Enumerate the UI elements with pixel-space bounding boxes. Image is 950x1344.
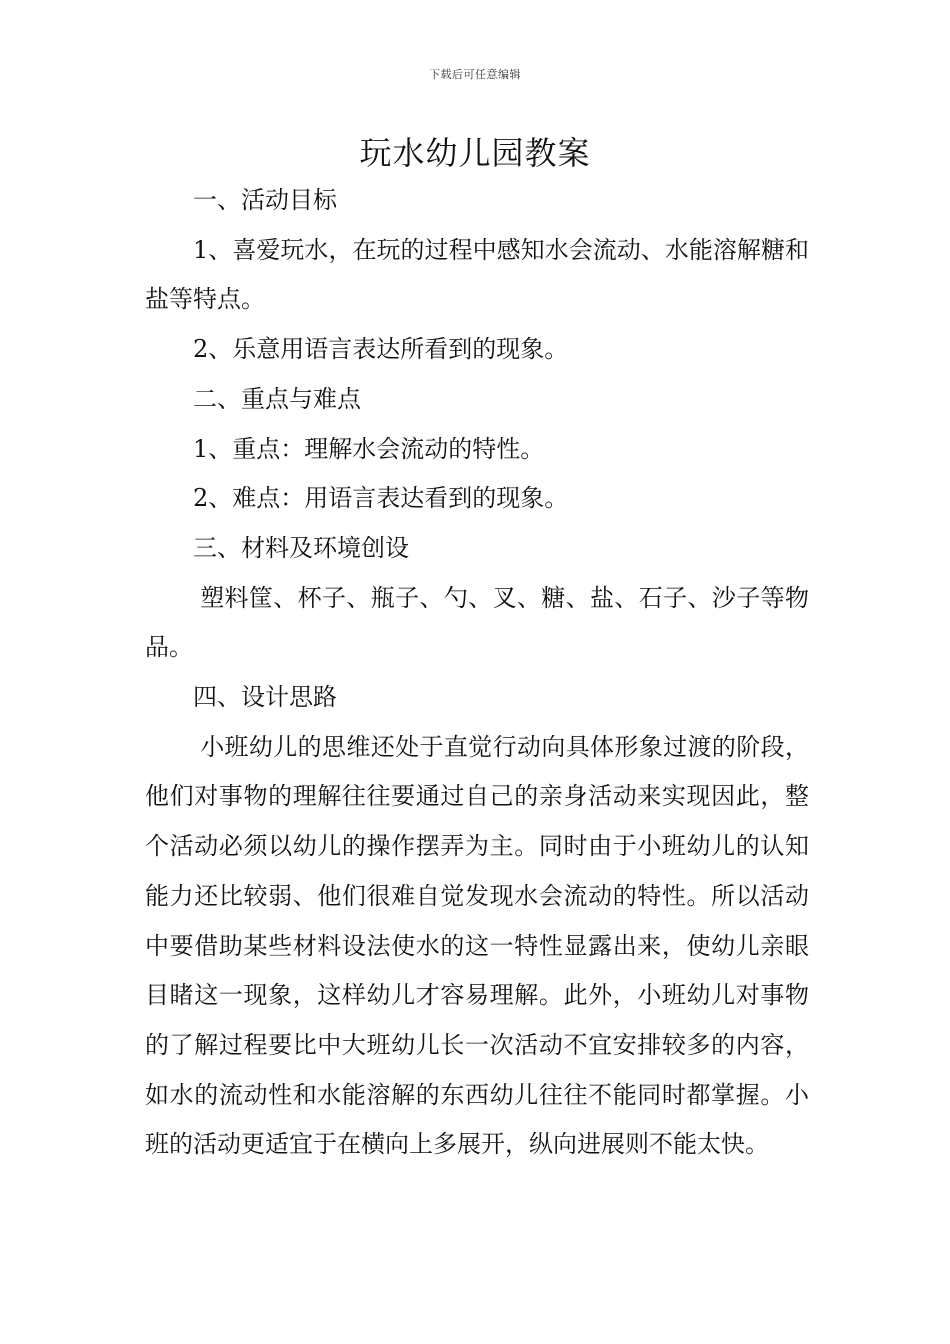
key-point-item-1: 1、重点：理解水会流动的特性。 <box>193 434 545 463</box>
section-heading-key-points: 二、重点与难点 <box>193 384 361 413</box>
section-heading-materials: 三、材料及环境创设 <box>193 533 409 562</box>
objective-item-1: 1、喜爱玩水，在玩的过程中感知水会流动、水能溶解糖和盐等特点。 <box>145 235 809 314</box>
design-paragraph: 小班幼儿的思维还处于直觉行动向具体形象过渡的阶段，他们对事物的理解往往要通过自己的亲身活动来实现因此，整个活动必须以幼儿的操作摆弄为主。同时由于小班幼儿的认知能力还比较弱、他们很难自觉发现水会流动的特性。所以活动中要借助某些材料设法使水的这一特性显露出来，使幼儿亲眼目睹这一现象，这样幼儿才容易理解。此外，小班幼儿对事物的了解过程要比中大班幼儿长一次活动不宜安排较多的内容，如水的流动性和水能溶解的东西幼儿往往不能同时都掌握。小班的活动更适宜于在横向上多展开，纵向进展则不能太快。 <box>145 732 809 1159</box>
key-point-item-2: 2、难点：用语言表达看到的现象。 <box>193 484 569 513</box>
document-body <box>145 176 809 1170</box>
materials-paragraph: 塑料筐、杯子、瓶子、勺、叉、糖、盐、石子、沙子等物品。 <box>145 583 809 662</box>
section-heading-objectives: 一、活动目标 <box>193 186 337 214</box>
objective-item-2: 2、乐意用语言表达所看到的现象。 <box>193 335 569 364</box>
section-heading-design: 四、设计思路 <box>193 683 337 712</box>
document-title: 玩水幼儿园教案 <box>359 134 591 172</box>
header-note: 下载后可任意编辑 <box>429 68 521 81</box>
